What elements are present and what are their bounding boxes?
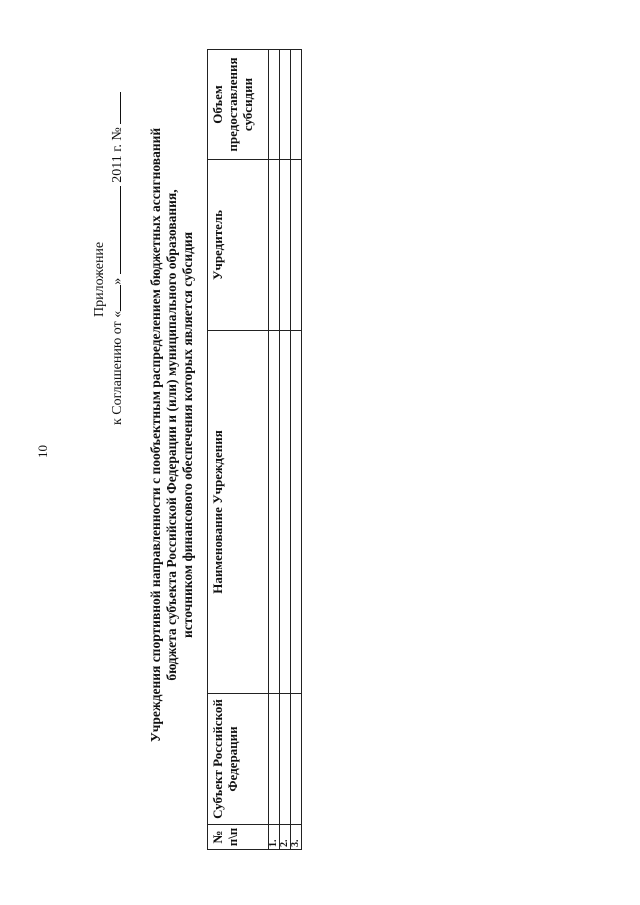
table-row [269,50,280,850]
header-institution-name: Наименование Учреждения [208,331,269,694]
header-number: № п\п [208,825,269,850]
table-row [280,50,291,850]
number-blank [108,92,121,124]
header-subject: Субъект Российской Федерации [208,694,269,825]
appendix-block [91,92,126,425]
table-cell [269,331,280,694]
agreement-prefix: к Соглашению от « [110,310,125,425]
page-number: 10 [35,445,50,458]
table-row [291,50,302,850]
table-cell [280,694,291,825]
row-number: 1. [269,825,280,850]
table-cell [280,160,291,331]
table-cell [280,50,291,160]
title-line-3: источником финансового обеспечения которых является субсидия [180,231,195,639]
institutions-table [207,49,302,850]
agreement-quote: » [110,277,125,285]
header-subsidy-amount: Объем предоставления субсидии [208,50,269,160]
table-cell [291,694,302,825]
table-cell [291,160,302,331]
row-number: 2. [280,825,291,850]
table-cell [291,331,302,694]
document-title [148,35,196,835]
month-blank [108,186,121,274]
table-cell [269,160,280,331]
appendix-agreement-line [108,92,126,425]
table-cell [269,50,280,160]
table-cell [280,331,291,694]
day-blank [108,285,121,311]
header-founder: Учредитель [208,160,269,331]
agreement-year: 2011 г. № [110,127,125,183]
table-cell [269,694,280,825]
row-number: 3. [291,825,302,850]
title-line-1: Учреждения спортивной направленности с пообъектным распределением бюджетных ассигнований [148,127,163,743]
appendix-label: Приложение [92,241,107,317]
title-line-2: бюджета субъекта Российской Федерации и (или) муниципального образования, [164,189,179,681]
table-header-row [208,50,269,850]
table-cell [291,50,302,160]
